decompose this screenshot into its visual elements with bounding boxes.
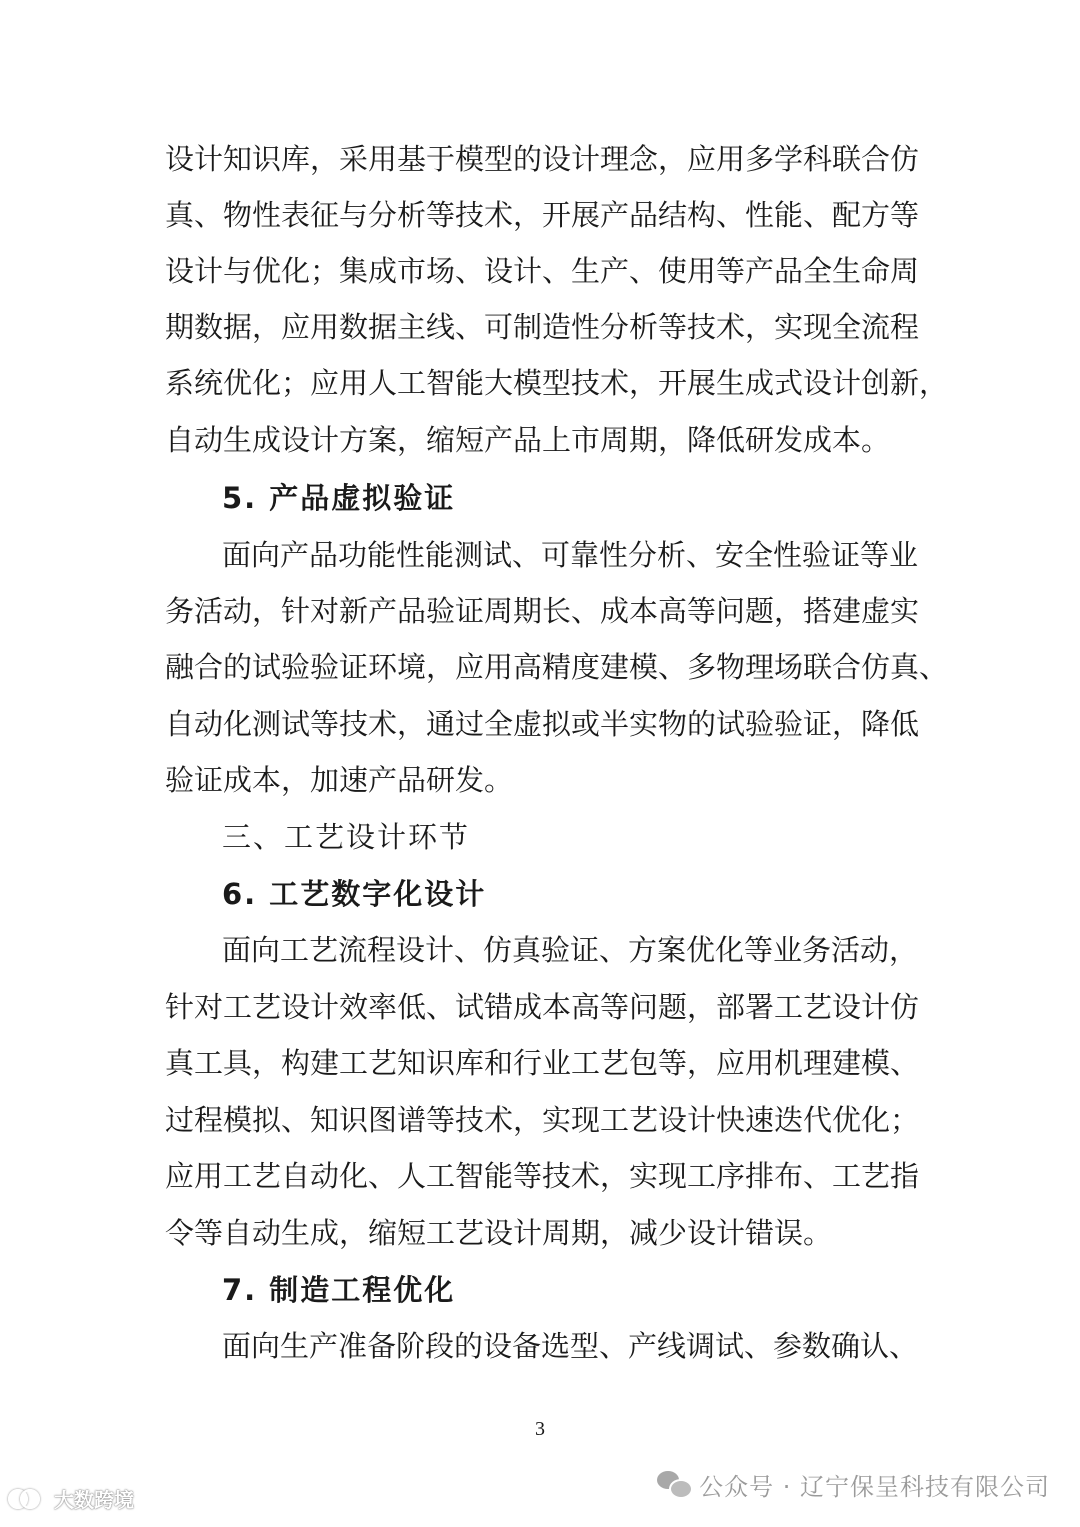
body-line: 针对工艺设计效率低、试错成本高等问题，部署工艺设计仿 [165, 990, 920, 1024]
body-line: 应用工艺自动化、人工智能等技术，实现工序排布、工艺指 [165, 1159, 920, 1193]
body-line: 期数据，应用数据主线、可制造性分析等技术，实现全流程 [165, 310, 920, 344]
body-line: 令等自动生成，缩短工艺设计周期，减少设计错误。 [165, 1216, 833, 1250]
section-heading-6: 6. 工艺数字化设计 [222, 877, 487, 911]
body-line: 真工具，构建工艺知识库和行业工艺包等，应用机理建模、 [165, 1046, 920, 1080]
body-line: 设计知识库，采用基于模型的设计理念，应用多学科联合仿 [165, 142, 920, 176]
section-heading-5: 5. 产品虚拟验证 [222, 481, 456, 515]
brand-text: 大数跨境 [54, 1487, 134, 1512]
body-line: 面向生产准备阶段的设备选型、产线调试、参数确认、 [222, 1329, 919, 1363]
body-line: 融合的试验验证环境，应用高精度建模、多物理场联合仿真、 [165, 650, 949, 684]
body-line: 系统优化；应用人工智能大模型技术，开展生成式设计创新， [165, 366, 949, 400]
page-number: 3 [535, 1418, 545, 1440]
wechat-icon [657, 1469, 691, 1499]
brand-watermark [8, 1482, 134, 1514]
body-line: 自动生成设计方案，缩短产品上市周期，降低研发成本。 [165, 423, 891, 457]
brand-logo-icon [8, 1487, 48, 1509]
body-line: 面向产品功能性能测试、可靠性分析、安全性验证等业 [222, 538, 919, 572]
body-line: 过程模拟、知识图谱等技术，实现工艺设计快速迭代优化； [165, 1103, 920, 1137]
body-line: 设计与优化；集成市场、设计、生产、使用等产品全生命周 [165, 254, 920, 288]
body-line: 验证成本，加速产品研发。 [165, 763, 514, 797]
wechat-watermark [657, 1466, 1050, 1502]
section-heading-7: 7. 制造工程优化 [222, 1273, 456, 1307]
body-line: 务活动，针对新产品验证周期长、成本高等问题，搭建虚实 [165, 594, 920, 628]
watermark-text: 公众号 · 辽宁保呈科技有限公司 [699, 1472, 1050, 1501]
body-line: 自动化测试等技术，通过全虚拟或半实物的试验验证，降低 [165, 707, 920, 741]
body-line: 面向工艺流程设计、仿真验证、方案优化等业务活动， [222, 933, 919, 967]
chapter-title: 三、工艺设计环节 [222, 820, 471, 854]
body-line: 真、物性表征与分析等技术，开展产品结构、性能、配方等 [165, 198, 920, 232]
